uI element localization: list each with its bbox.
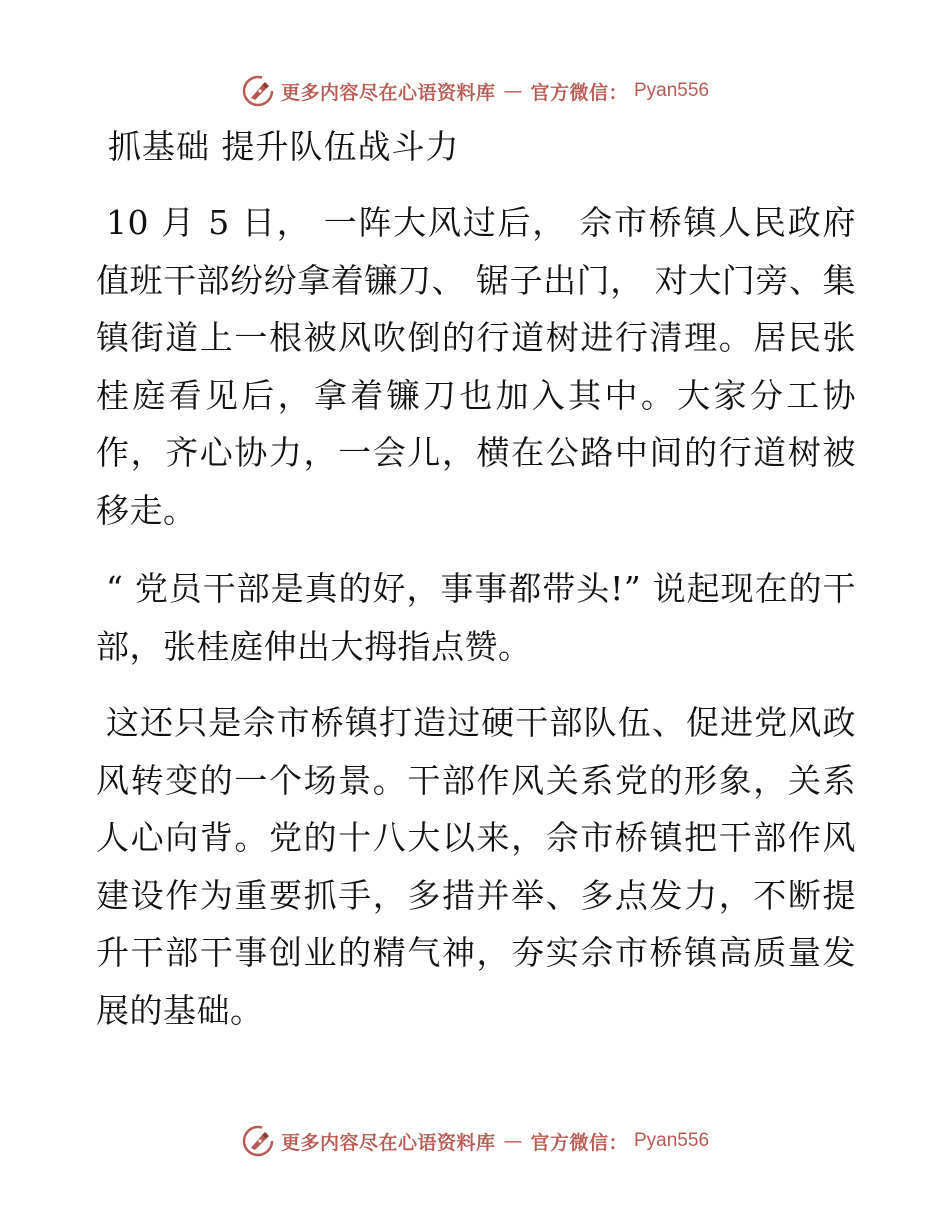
footer-watermark	[0, 1121, 950, 1161]
paragraph-1: 10 月 5 日， 一阵大风过后， 佘市桥镇人民政府值班干部纷纷拿着镰刀、 锯子出门， 对大门旁、集镇街道上一根被风吹倒的行道树进行清理。居民张桂庭看见后，拿着镰刀也加入其中。大家分工协作，齐心协力，一会儿，横在公路中间的行道树被移走。	[96, 203, 856, 530]
watermark-wechat-id: Pyan556	[634, 1130, 710, 1151]
pen-nib-logo-icon	[241, 74, 275, 108]
watermark-text: 更多内容尽在心语资料库	[280, 1131, 496, 1154]
document-title: 抓基础 提升队伍战斗力	[108, 127, 460, 166]
watermark-text: 更多内容尽在心语资料库	[280, 81, 496, 104]
watermark-separator: —	[503, 1130, 523, 1152]
watermark-separator: —	[503, 80, 523, 102]
pen-nib-logo-icon	[241, 1124, 275, 1158]
header-watermark	[0, 71, 950, 111]
watermark-official-label: 官方微信：	[530, 81, 628, 104]
paragraph-2: “ 党员干部是真的好，事事都带头!” 说起现在的干部，张桂庭伸出大拇指点赞。	[96, 569, 856, 666]
watermark-official-label: 官方微信：	[530, 1131, 628, 1154]
paragraph-3: 这还只是佘市桥镇打造过硬干部队伍、促进党风政风转变的一个场景。干部作风关系党的形象，关系人心向背。党的十八大以来，佘市桥镇把干部作风建设作为重要抓手，多措并举、多点发力，不断提升干部干事创业的精气神，夯实佘市桥镇高质量发展的基础。	[96, 703, 856, 1030]
watermark-wechat-id: Pyan556	[634, 80, 710, 101]
